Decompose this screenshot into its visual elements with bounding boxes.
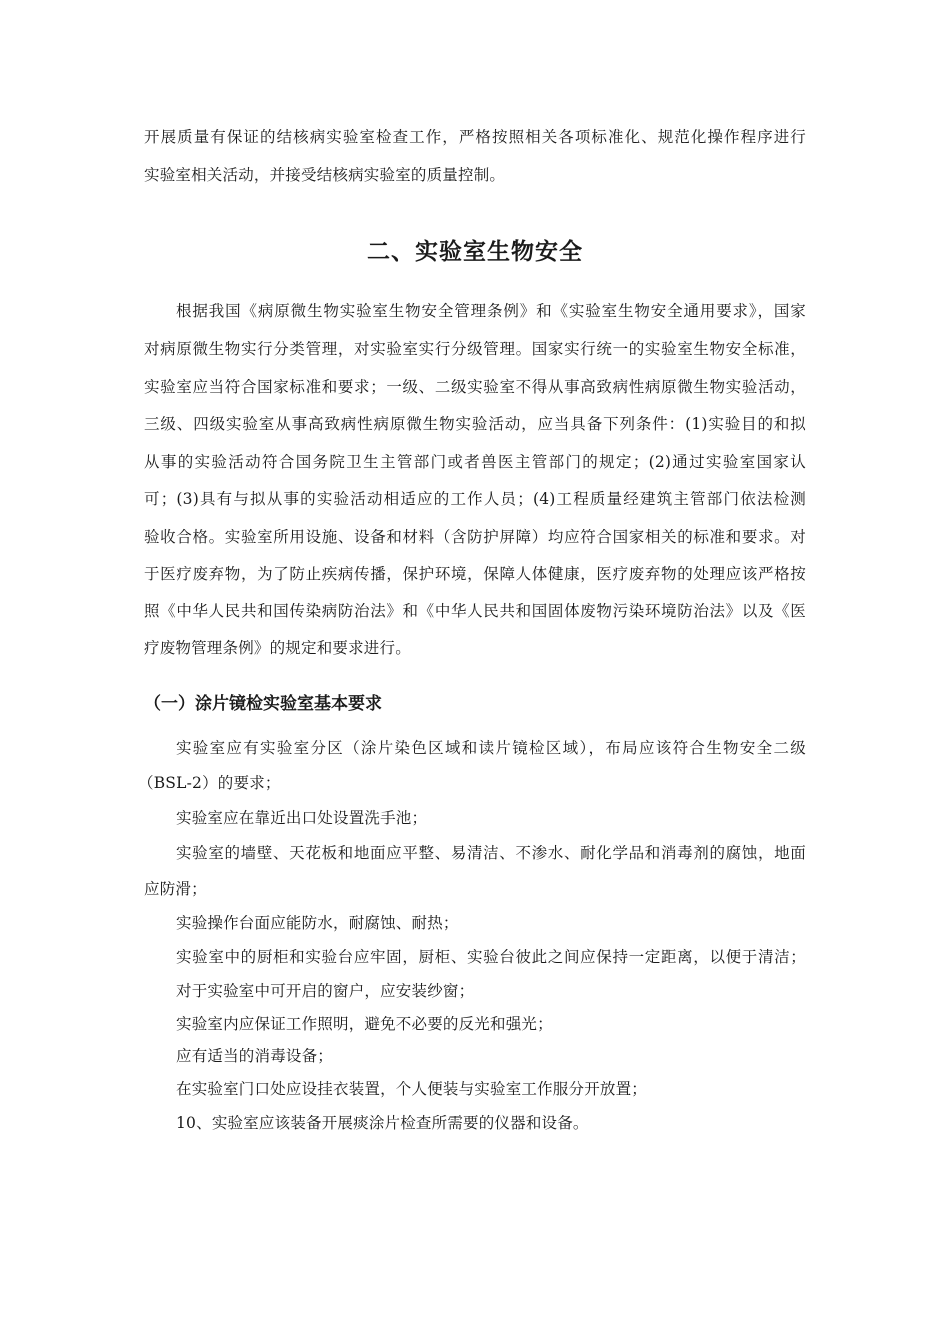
list-item: 在实验室门口处应设挂衣装置，个人便装与实验室工作服分开放置； [176, 1080, 648, 1098]
paragraph-line-1: 根据我国《病原微生物实验室生物安全管理条例》和《实验室生物安全通用要求》，国家 [176, 302, 806, 320]
list-item: 10、实验室应该装备开展痰涂片检查所需要的仪器和设备。 [176, 1114, 589, 1132]
paragraph-line-9: 照《中华人民共和国传染病防治法》和《中华人民共和国固体废物污染环境防治法》以及《医 [144, 602, 806, 620]
intro-line-2: 实验室相关活动，并接受结核病实验室的质量控制。 [144, 166, 506, 184]
list-item: 实验室的墙壁、天花板和地面应平整、易清洁、不渗水、耐化学品和消毒剂的腐蚀，地面 [176, 844, 806, 862]
list-item: 应防滑； [144, 880, 207, 898]
paragraph-line-3: 实验室应当符合国家标准和要求；一级、二级实验室不得从事高致病性病原微生物实验活动， [144, 378, 806, 396]
list-item: 实验室应有实验室分区（涂片染色区域和读片镜检区域），布局应该符合生物安全二级 [176, 739, 806, 757]
section-title: 二、实验室生物安全 [367, 239, 583, 265]
list-item: 对于实验室中可开启的窗户，应安装纱窗； [176, 982, 475, 1000]
paragraph-line-7: 验收合格。实验室所用设施、设备和材料（含防护屏障）均应符合国家相关的标准和要求。对 [144, 528, 806, 546]
list-item: 实验室中的厨柜和实验台应牢固，厨柜、实验台彼此之间应保持一定距离，以便于清洁； [176, 948, 806, 966]
intro-line-1: 开展质量有保证的结核病实验室检查工作，严格按照相关各项标准化、规范化操作程序进行 [144, 128, 806, 146]
paragraph-line-8: 于医疗废弃物，为了防止疾病传播，保护环境，保障人体健康，医疗废弃物的处理应该严格按 [144, 565, 806, 583]
paragraph-line-5: 从事的实验活动符合国务院卫生主管部门或者兽医主管部门的规定；(2)通过实验室国家认 [144, 453, 806, 471]
list-item: 应有适当的消毒设备； [176, 1047, 334, 1065]
list-item: 实验操作台面应能防水，耐腐蚀、耐热； [176, 914, 459, 932]
list-item: （BSL-2）的要求； [138, 774, 281, 792]
paragraph-line-2: 对病原微生物实行分类管理，对实验室实行分级管理。国家实行统一的实验室生物安全标准， [144, 340, 806, 358]
list-item: 实验室应在靠近出口处设置洗手池； [176, 809, 428, 827]
paragraph-line-10: 疗废物管理条例》的规定和要求进行。 [144, 639, 411, 657]
list-item: 实验室内应保证工作照明，避免不必要的反光和强光； [176, 1015, 553, 1033]
subsection-title: （一）涂片镜检实验室基本要求 [144, 694, 382, 714]
paragraph-line-4: 三级、四级实验室从事高致病性病原微生物实验活动，应当具备下列条件：(1)实验目的和拟 [144, 415, 806, 433]
paragraph-line-6: 可；(3)具有与拟从事的实验活动相适应的工作人员；(4)工程质量经建筑主管部门依法检测 [144, 490, 806, 508]
